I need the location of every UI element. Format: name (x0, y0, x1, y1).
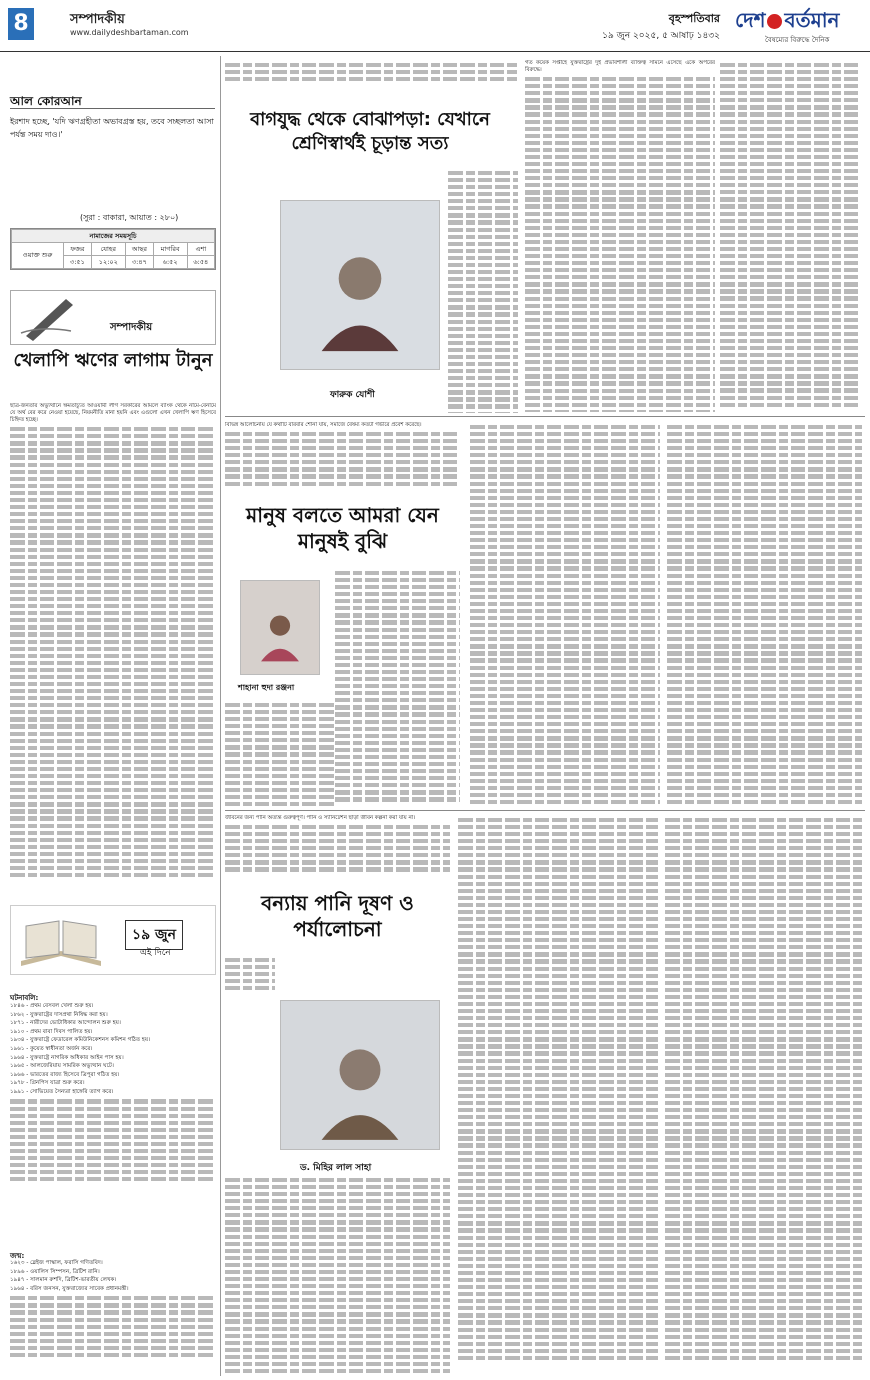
divider (225, 810, 865, 811)
article1-author: ফারুক যোশী (330, 390, 375, 400)
editorial-label: সম্পাদকীয় (110, 322, 153, 333)
article3-title: বন্যায় পানি দূষণ ও পর্যালোচনা (261, 891, 414, 941)
article1-intro: গত কয়েক সপ্তাহে যুক্তরাষ্ট্রের দুই প্রভাবশালী ব্যক্তিত্ব সামনে এসেছে একে অপরের বিরুদ্ধে। (525, 60, 715, 74)
article3-body (225, 1175, 450, 1375)
list-item: ১৬২৩ - ব্লেইজ পাস্কাল, ফরাসি গণিতবিদ। (10, 1260, 103, 1266)
list-item: ১৮৭১ - নারীদের ভোটাধিকার আন্দোলন শুরু হয়। (10, 1020, 121, 1027)
divider (10, 108, 215, 109)
prayer-row-label: ওয়াক্ত শুরু (12, 243, 64, 269)
article3-body (665, 815, 862, 1375)
prayer-time: ৬:৫৪ (187, 256, 214, 269)
prayer-title: নামাজের সময়সূচি (12, 230, 215, 243)
article3-intro: জীবনের জন্য পানি অত্যন্ত গুরুত্বপূর্ণ। পানি ও স্যানিটেশন ছাড়া জীবন কল্পনা করা যায় না। (225, 815, 416, 821)
list-item: ১৯৩৪ - যুক্তরাষ্ট্রে ফেডারেল কমিউনিকেশনস কমিশন গঠিত হয়। (10, 1037, 151, 1044)
article2-body (667, 422, 862, 808)
this-day-date: ১৯ জুন (125, 920, 183, 950)
book-icon (11, 906, 111, 972)
this-day-label: এই দিনে (140, 948, 171, 958)
prayer-time: ৬:৫২ (153, 256, 187, 269)
list-item: ১৮৯৬ - ওয়ালিস সিম্পসন, ব্রিটিশ রানি। (10, 1268, 100, 1275)
prayer-time: ৩:৫১ (64, 256, 91, 269)
article2-body (225, 422, 460, 492)
article2-author: শাহানা হুদা রঞ্জনা (238, 683, 295, 692)
quran-reference: (সুরা : বাকারা, আয়াত : ২৮০) (80, 213, 179, 222)
prayer-times-table (10, 228, 216, 270)
editorial-body (10, 403, 216, 893)
prayer-name: এশা (187, 243, 214, 256)
births-title: জন্ম: (10, 1252, 25, 1260)
article1-title: বাগযুদ্ধ থেকে বোঝাপড়া: যেখানে শ্রেণিস্বার্থই চূড়ান্ত সত্য (250, 109, 490, 154)
prayer-name: যোহর (91, 243, 126, 256)
list-item: ১৯৭৮ - গ্রিনপিস যাত্রা শুরু করে। (10, 1080, 85, 1087)
editorial-headline: খেলাপি ঋণের লাগাম টানুন (13, 350, 213, 371)
author-photo (280, 200, 440, 370)
quran-title: আল কোরআন (10, 94, 82, 108)
list-item: ১৮৪৬ - প্রথম বেসবল খেলা শুরু হয়। (10, 1003, 94, 1009)
issue-day: বৃহস্পতিবার (668, 12, 720, 25)
events-list (10, 1002, 216, 1184)
list-item: ১৯৬৪ - যুক্তরাষ্ট্রে নাগরিক অধিকার আইন পাস হয়। (10, 1054, 124, 1061)
tagline: বৈষম্যের বিরুদ্ধে দৈনিক (765, 36, 830, 44)
article2-body (470, 422, 660, 808)
website-link[interactable]: www.dailydeshbartaman.com (70, 28, 189, 37)
article1-body (525, 60, 715, 412)
article2-body (225, 700, 335, 808)
list-item: ১৯৬৫ - আলজেরিয়ায় সামরিক অভ্যুত্থান ঘটে। (10, 1063, 114, 1070)
person-icon (317, 231, 402, 369)
quran-text: ইরশাদ হচ্ছে, 'যদি ঋণগ্রহীতা অভাবগ্রস্ত হয়, তবে সচ্ছলতা আসা পর্যন্ত সময় দাও।' (10, 117, 214, 139)
person-icon (259, 598, 301, 674)
list-item: ১৯৬৬ - ভারতের রাজ্য হিসেবে ত্রিপুরা গঠিত হয়। (10, 1071, 120, 1078)
article3-body (458, 815, 658, 1375)
editorial-lead: ছাত্র-জনতার অভ্যুত্থানে ক্ষমতাচ্যুত আওয়ামী লীগ সরকারের আমলে ব্যাংক থেকে নামে-বেনামে যে অর্থ বের করে নেওয়া হয়েছে, নিয়মনীতি মানা হয়নি এবং এগুলো এখন খেলাপি ঋণ হিসেবে চিহ্নিত হচ্ছে। (10, 403, 216, 424)
pen-icon (11, 291, 101, 341)
person-icon (317, 1028, 402, 1149)
article2-title: মানুষ বলতে আমরা যেন মানুষই বুঝি (246, 503, 439, 553)
column-divider (220, 56, 221, 1376)
article2-intro: বিভিন্ন আলোচনায় যে কথাটি বারবার শোনা যায়, সমাজে বৈষম্য কতটা গভীরে প্রবেশ করেছে। (225, 422, 422, 428)
page-number: 8 (8, 8, 34, 40)
author-photo (280, 1000, 440, 1150)
logo-dot-icon (767, 14, 782, 29)
section-label: সম্পাদকীয় (70, 12, 125, 27)
prayer-name: ফজর (64, 243, 91, 256)
divider (225, 416, 865, 417)
prayer-name: আছর (126, 243, 154, 256)
article1-body (448, 168, 518, 413)
article3-body (225, 815, 450, 885)
list-item: ১৯৯১ - সোভিয়েত সৈন্যরা হাঙ্গেরি ত্যাগ করে। (10, 1088, 114, 1095)
list-item: ১৯৬১ - কুয়েত স্বাধীনতা অর্জন করে। (10, 1045, 93, 1052)
article1-body (720, 60, 860, 412)
this-day-banner (10, 905, 216, 975)
article1-body (225, 60, 517, 90)
list-item: ১৯১০ - প্রথম বাবা দিবস পালিত হয়। (10, 1028, 93, 1035)
prayer-name: মাগরিব (153, 243, 187, 256)
author-photo (240, 580, 320, 675)
logo-right: বর্তমান (784, 8, 840, 32)
article3-author: ড. মিহির লাল সাহা (300, 1163, 372, 1173)
issue-date: ১৯ জুন ২০২৫, ৫ আষাঢ় ১৪৩২ (602, 31, 720, 41)
prayer-time: ১২:০২ (91, 256, 126, 269)
list-item: ১৮৬২ - যুক্তরাষ্ট্রের দাসপ্রথা নিষিদ্ধ করা হয়। (10, 1011, 108, 1018)
events-title: ঘটনাবলি: (10, 994, 39, 1002)
births-list (10, 1259, 216, 1360)
article2-body (335, 568, 460, 808)
list-item: ১৯৪৭ - সালমান রুশদি, ব্রিটিশ-ভারতীয় লেখক। (10, 1277, 117, 1284)
logo-left: দেশ (735, 8, 766, 32)
prayer-time: ৩:৪৭ (126, 256, 154, 269)
list-item: ১৯৬৪ - বরিস জনসন, যুক্তরাজ্যের সাবেক প্রধানমন্ত্রী। (10, 1285, 129, 1292)
